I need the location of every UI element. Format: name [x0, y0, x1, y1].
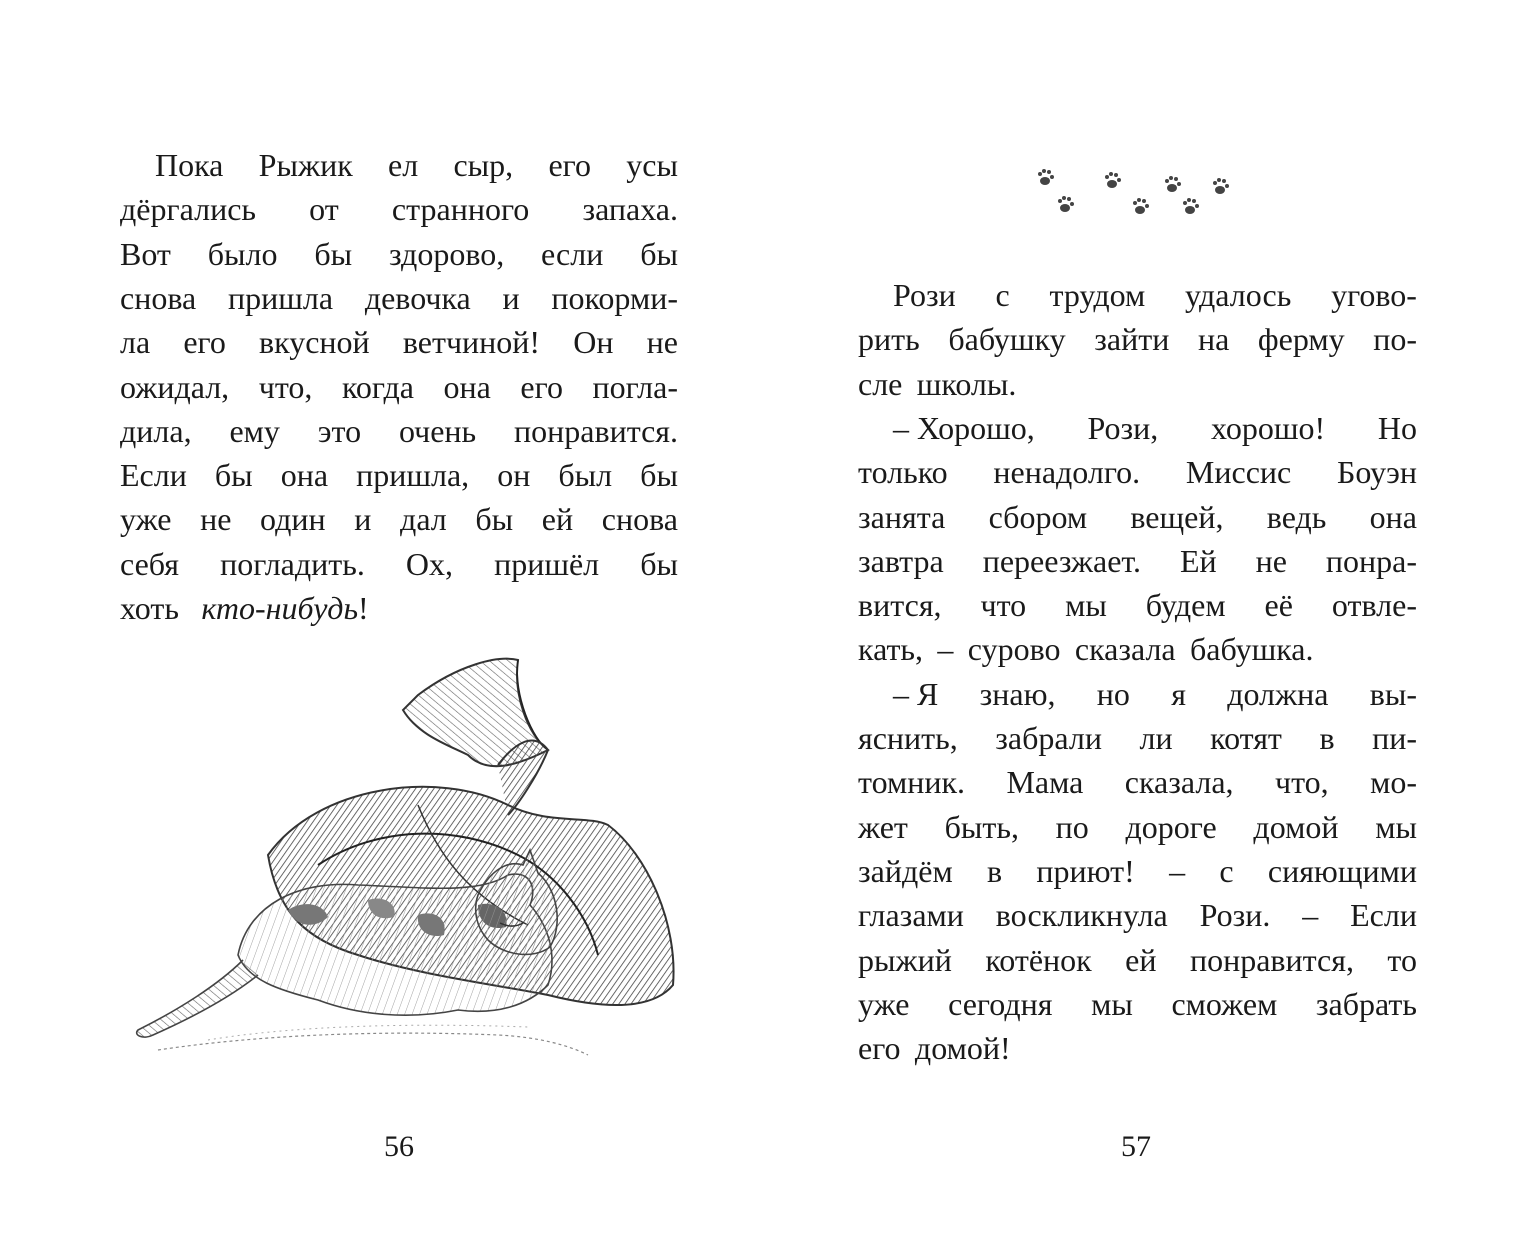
word: забрали — [995, 720, 1102, 756]
word: понравится, — [1189, 941, 1354, 978]
word: Ей — [1179, 542, 1217, 579]
word: вится, — [858, 587, 942, 624]
word: что, — [258, 368, 313, 405]
text-line — [858, 849, 1417, 893]
text-line — [858, 495, 1417, 539]
word: Рози, — [1087, 409, 1159, 446]
word: её — [1264, 587, 1293, 624]
word: его — [858, 1030, 901, 1067]
word: ферму — [1257, 321, 1345, 358]
word: уже — [858, 985, 910, 1022]
word: котят — [1210, 720, 1282, 756]
word: мо- — [1370, 764, 1417, 801]
word: странного — [391, 191, 530, 228]
word: школы. — [916, 365, 1017, 402]
word: бабушка. — [1190, 631, 1314, 668]
text-line — [155, 143, 678, 187]
word: был — [558, 457, 613, 494]
word: бы — [640, 457, 678, 494]
word: она — [280, 457, 329, 494]
word: завтра — [858, 542, 944, 579]
word: и — [354, 501, 372, 538]
word: – — [1302, 897, 1319, 934]
word: и — [502, 279, 520, 316]
word: не — [200, 501, 232, 538]
word: сурово — [967, 631, 1061, 668]
word: бы — [475, 501, 514, 538]
text-line — [858, 627, 1417, 671]
word: знаю, — [979, 675, 1056, 712]
word: было — [207, 235, 278, 272]
text-line — [120, 542, 678, 586]
word: томник. — [858, 764, 965, 801]
word: Рози — [893, 277, 956, 313]
word: ведь — [1266, 498, 1327, 535]
word: вкусной — [259, 324, 370, 361]
word: Боуэн — [1336, 454, 1417, 491]
word: – Я — [893, 675, 939, 712]
word: от — [309, 191, 339, 228]
word: ли — [1139, 720, 1173, 756]
word: пришла, — [356, 457, 470, 494]
word: бы — [314, 235, 353, 272]
word: удалось — [1185, 277, 1292, 313]
word: дал — [400, 501, 447, 538]
word: Пока — [155, 147, 224, 183]
word: бы — [214, 457, 253, 494]
word: в — [1319, 720, 1335, 756]
word: уже — [120, 501, 172, 538]
text-line — [858, 938, 1417, 982]
word: ей — [541, 501, 574, 538]
word: снова — [601, 501, 678, 538]
word: девочка — [364, 279, 471, 316]
word: ему — [229, 412, 280, 449]
word: она — [443, 368, 491, 405]
word: с — [1219, 852, 1234, 889]
word: яснить, — [858, 720, 958, 756]
word: угово- — [1331, 277, 1417, 313]
sleeping-cat-by-bag-illustration — [118, 655, 683, 1080]
word: один — [260, 501, 326, 538]
word: – Хорошо, — [893, 409, 1035, 446]
word: быть, — [944, 808, 1019, 845]
word: что — [980, 587, 1027, 624]
text-line — [858, 450, 1417, 494]
word: его — [520, 368, 563, 405]
word: запаха. — [582, 191, 678, 228]
word: забрать — [1315, 985, 1417, 1022]
word: дёргались — [120, 191, 256, 228]
word: котёнок — [985, 941, 1092, 978]
word: Вот — [120, 235, 171, 272]
word: пришёл — [494, 545, 600, 582]
word: погладить. — [220, 545, 365, 582]
text-line — [858, 317, 1417, 361]
word: рить — [858, 321, 920, 358]
word: очень — [398, 412, 477, 449]
text-line — [893, 273, 1417, 317]
word: Если — [120, 457, 187, 494]
word: сможем — [1171, 985, 1278, 1022]
word: не — [1255, 542, 1287, 579]
word: рыжий — [858, 941, 952, 978]
word: только — [858, 454, 948, 491]
word: бы — [640, 545, 678, 582]
word: ожидал, — [120, 368, 230, 405]
word: должна — [1227, 675, 1329, 712]
word: домой — [1253, 808, 1339, 845]
word: погла- — [592, 368, 678, 405]
word: она — [1369, 498, 1417, 535]
word: ей — [1125, 941, 1157, 978]
paw-prints-ornament — [1030, 162, 1240, 222]
word: Ох, — [405, 545, 454, 582]
text-line — [858, 1026, 1417, 1070]
text-line — [858, 583, 1417, 627]
word: понра- — [1325, 542, 1417, 579]
word: сияющими — [1267, 852, 1417, 889]
text-line — [858, 760, 1417, 804]
word: зайдём — [858, 852, 953, 889]
word: Рыжик — [258, 147, 353, 183]
word: вещей, — [1130, 498, 1224, 535]
word: усы — [626, 147, 678, 183]
word: жет — [858, 808, 908, 845]
word: сказала, — [1124, 764, 1234, 801]
word: сегодня — [948, 985, 1053, 1022]
word: с — [995, 277, 1010, 313]
word: бабушку — [948, 321, 1066, 358]
text-line — [858, 893, 1417, 937]
word: Мама — [1006, 764, 1084, 801]
word: кать, — [858, 631, 924, 668]
word: его — [548, 147, 591, 183]
word: ла — [120, 324, 151, 361]
word: мы — [1065, 587, 1107, 624]
word: по — [1055, 808, 1089, 845]
word: мы — [1091, 985, 1133, 1022]
word: глазами — [858, 897, 964, 934]
word: мы — [1375, 808, 1417, 845]
word: что, — [1274, 764, 1329, 801]
word: Миссис — [1185, 454, 1292, 491]
word: но — [1096, 675, 1130, 712]
word: он — [497, 457, 531, 494]
word: ел — [388, 147, 419, 183]
word: пришла — [227, 279, 334, 316]
word: зайти — [1094, 321, 1170, 358]
word: ненадолго. — [993, 454, 1141, 491]
word: в — [987, 852, 1003, 889]
word: по- — [1373, 321, 1417, 358]
word: себя — [120, 545, 179, 582]
word: сыр, — [453, 147, 514, 183]
word: отвле- — [1331, 587, 1417, 624]
text-line — [120, 365, 678, 409]
word: это — [317, 412, 362, 449]
word: Он — [573, 324, 614, 361]
page-number-left: 56 — [384, 1130, 414, 1163]
word: сбором — [988, 498, 1088, 535]
text-line — [120, 232, 678, 276]
word: Но — [1377, 409, 1417, 446]
text-line — [120, 497, 678, 541]
text-line-final — [120, 586, 678, 630]
word: пи- — [1372, 720, 1417, 756]
word: снова — [120, 279, 197, 316]
word: занята — [858, 498, 946, 535]
word: трудом — [1049, 277, 1146, 313]
word: – — [1169, 852, 1186, 889]
word: не — [646, 324, 678, 361]
word: хорошо! — [1211, 409, 1326, 446]
emphasis-word: кто-нибудь — [201, 590, 359, 626]
word: вы- — [1369, 675, 1417, 712]
word: дороге — [1125, 808, 1217, 845]
word: бы — [640, 235, 678, 272]
text-line — [858, 716, 1417, 760]
text-line — [858, 539, 1417, 583]
word: я — [1171, 675, 1186, 712]
text-line — [858, 805, 1417, 849]
page-number-right: 57 — [1121, 1130, 1151, 1163]
text-line — [120, 320, 678, 364]
text-line — [120, 409, 678, 453]
word: переезжает. — [982, 542, 1141, 579]
word: – — [937, 631, 954, 668]
word: здорово, — [388, 235, 505, 272]
word: его — [183, 324, 226, 361]
word: сле — [858, 365, 903, 402]
word: Рози. — [1199, 897, 1271, 934]
word: ветчиной! — [402, 324, 541, 361]
word: сказала — [1074, 631, 1176, 668]
word: домой! — [914, 1030, 1011, 1067]
text-line — [120, 187, 678, 231]
text-line — [858, 362, 1417, 406]
punctuation: ! — [358, 590, 369, 626]
word: хоть — [120, 590, 179, 626]
text-line — [893, 406, 1417, 450]
word: воскликнула — [995, 897, 1168, 934]
text-line — [120, 276, 678, 320]
word: Если — [1350, 897, 1417, 934]
word: будем — [1145, 587, 1226, 624]
text-line — [858, 982, 1417, 1026]
word: покорми- — [551, 279, 678, 316]
word: приют! — [1036, 852, 1135, 889]
word: дила, — [120, 412, 192, 449]
word: когда — [341, 368, 414, 405]
text-line — [893, 672, 1417, 716]
word: на — [1197, 321, 1230, 358]
word: если — [541, 235, 604, 272]
word: понравится. — [514, 412, 678, 449]
word: то — [1387, 941, 1417, 978]
text-line — [120, 453, 678, 497]
